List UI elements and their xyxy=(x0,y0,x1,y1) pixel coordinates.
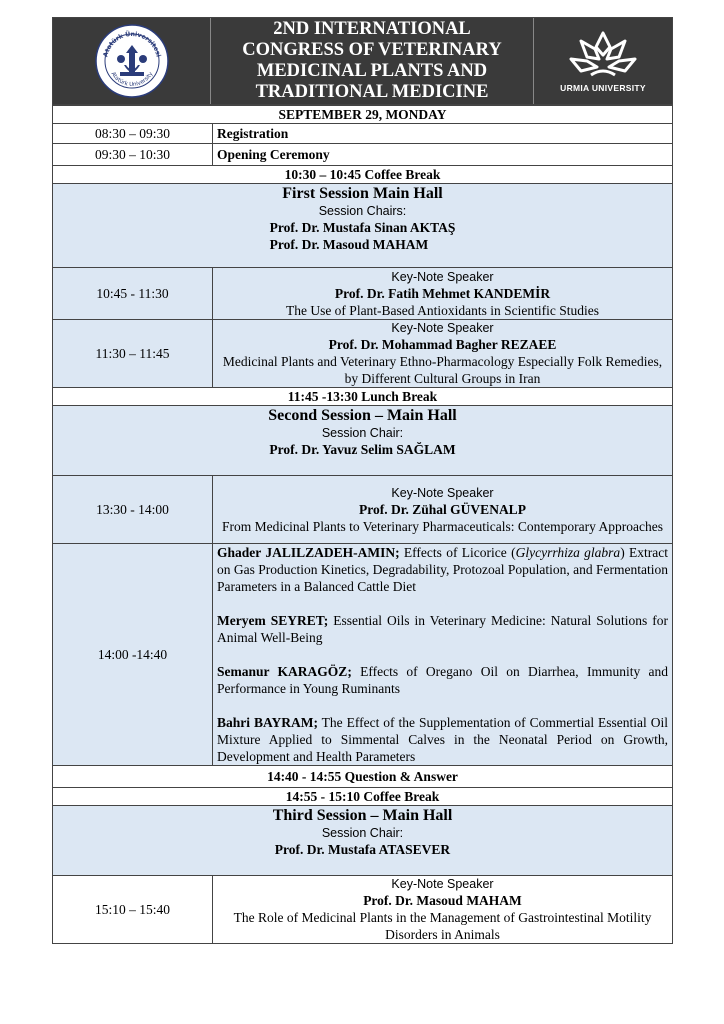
keynote-topic: The Role of Medicinal Plants in the Management of Gastrointestinal Motility Disorders in Animals xyxy=(233,910,652,942)
talks-row xyxy=(53,544,673,766)
lunch-break: 11:45 -13:30 Lunch Break xyxy=(53,388,673,406)
ataturk-university-seal-icon xyxy=(94,23,170,99)
keynote-label: Key-Note Speaker xyxy=(391,269,494,284)
talk-title: Effects of Oregano Oil on Diarrhea, Immunity and Performance in Young Ruminants xyxy=(217,664,668,696)
event-cell: Opening Ceremony xyxy=(213,144,673,166)
session-chair: Prof. Dr. Mustafa ATASEVER xyxy=(274,842,451,857)
talk-author: Bahri BAYRAM; xyxy=(217,715,318,730)
time-cell: 15:10 – 15:40 xyxy=(53,876,213,944)
talk-title: Essential Oils in Veterinary Medicine: Natural Solutions for Animal Well-Being xyxy=(217,613,668,645)
keynote-speaker: Prof. Dr. Masoud MAHAM xyxy=(363,893,522,908)
coffee-break: 14:55 - 15:10 Coffee Break xyxy=(53,788,673,806)
talk-item xyxy=(217,544,668,595)
talk-title: The Effect of the Supplementation of Commertial Essential Oil Mixture Applied to Simmental Calves in the Neonatal Period on Growth, Development and Health Parameters xyxy=(217,715,668,764)
break-row xyxy=(53,388,673,406)
break-row xyxy=(53,788,673,806)
keynote-cell xyxy=(213,876,673,944)
keynote-topic: The Use of Plant-Based Antioxidants in Scientific Studies xyxy=(285,302,600,318)
table-row xyxy=(53,144,673,166)
program-page xyxy=(52,17,673,944)
session-header xyxy=(53,406,673,476)
talk-item xyxy=(217,612,668,646)
svg-text:Atatürk Üniversitesi: Atatürk Üniversitesi xyxy=(101,30,162,58)
session-title: Second Session – Main Hall xyxy=(268,407,457,424)
keynote-label: Key-Note Speaker xyxy=(391,485,494,500)
title-line: TRADITIONAL MEDICINE xyxy=(255,82,489,102)
title-line: 2ND INTERNATIONAL xyxy=(273,19,471,39)
talk-title: Effects of Licorice ( xyxy=(399,545,516,560)
keynote-speaker: Prof. Dr. Mohammad Bagher REZAEE xyxy=(328,337,557,352)
event-cell: Registration xyxy=(213,124,673,144)
keynote-cell xyxy=(213,268,673,320)
session-title: Third Session – Main Hall xyxy=(272,807,453,824)
talk-title-end: ) Extract on Gas Production Kinetics, Degradability, Protozoal Population, and Fermentation Parameters in a Balanced Cattle Diet xyxy=(217,545,668,594)
time-cell: 14:00 -14:40 xyxy=(53,544,213,766)
session-row xyxy=(53,406,673,476)
session-row xyxy=(53,184,673,268)
urmia-university-label: URMIA UNIVERSITY xyxy=(560,83,646,93)
talk-title-italic: Glycyrrhiza glabra xyxy=(515,545,621,560)
keynote-label: Key-Note Speaker xyxy=(391,321,494,335)
title-line: CONGRESS OF VETERINARY xyxy=(242,40,502,60)
time-cell: 11:30 – 11:45 xyxy=(53,320,213,388)
time-cell: 08:30 – 09:30 xyxy=(53,124,213,144)
keynote-row xyxy=(53,876,673,944)
ataturk-university-logo xyxy=(53,18,210,104)
session-chair: Prof. Dr. Mustafa Sinan AKTAŞ xyxy=(269,220,456,235)
session-chair: Prof. Dr. Yavuz Selim SAĞLAM xyxy=(269,442,456,457)
time-cell: 13:30 - 14:00 xyxy=(53,476,213,544)
keynote-speaker: Prof. Dr. Fatih Mehmet KANDEMİR xyxy=(334,285,551,301)
talks-cell xyxy=(213,544,673,766)
question-answer: 14:40 - 14:55 Question & Answer xyxy=(53,766,673,788)
keynote-row xyxy=(53,320,673,388)
keynote-topic: Medicinal Plants and Veterinary Ethno-Pharmacology Especially Folk Remedies, by Different Cultural Groups in Iran xyxy=(222,354,663,386)
session-chair-label: Session Chairs: xyxy=(318,204,407,218)
keynote-row xyxy=(53,476,673,544)
session-chair: Prof. Dr. Masoud MAHAM xyxy=(269,237,429,252)
urmia-flower-logo-icon xyxy=(563,29,643,79)
talk-author: Meryem SEYRET; xyxy=(217,613,329,628)
day-heading-row xyxy=(53,106,673,124)
session-chair-label: Session Chair: xyxy=(321,426,404,440)
schedule-table xyxy=(52,105,673,944)
time-cell: 09:30 – 10:30 xyxy=(53,144,213,166)
urmia-university-logo xyxy=(534,18,672,104)
session-row xyxy=(53,806,673,876)
keynote-cell xyxy=(213,320,673,388)
day-heading: SEPTEMBER 29, MONDAY xyxy=(53,106,673,124)
break-row xyxy=(53,166,673,184)
keynote-label: Key-Note Speaker xyxy=(391,877,494,891)
keynote-topic: From Medicinal Plants to Veterinary Pharmaceuticals: Contemporary Approaches xyxy=(221,518,664,534)
session-title: First Session Main Hall xyxy=(282,185,443,202)
session-chair-label: Session Chair: xyxy=(321,826,404,840)
keynote-cell xyxy=(213,476,673,544)
coffee-break: 10:30 – 10:45 Coffee Break xyxy=(53,166,673,184)
keynote-row xyxy=(53,268,673,320)
talk-item xyxy=(217,714,668,765)
session-header xyxy=(53,806,673,876)
title-line: MEDICINAL PLANTS AND xyxy=(256,61,488,81)
talk-author: Semanur KARAGÖZ; xyxy=(217,664,352,679)
talk-item xyxy=(217,663,668,697)
time-cell: 10:45 - 11:30 xyxy=(53,268,213,320)
talk-author: Ghader JALILZADEH-AMIN; xyxy=(217,545,400,560)
session-header xyxy=(53,184,673,268)
svg-text:Atatürk University: Atatürk University xyxy=(109,71,154,89)
keynote-speaker: Prof. Dr. Zühal GÜVENALP xyxy=(359,501,526,517)
congress-title xyxy=(210,18,534,104)
table-row xyxy=(53,124,673,144)
congress-header xyxy=(52,17,673,105)
break-row xyxy=(53,766,673,788)
